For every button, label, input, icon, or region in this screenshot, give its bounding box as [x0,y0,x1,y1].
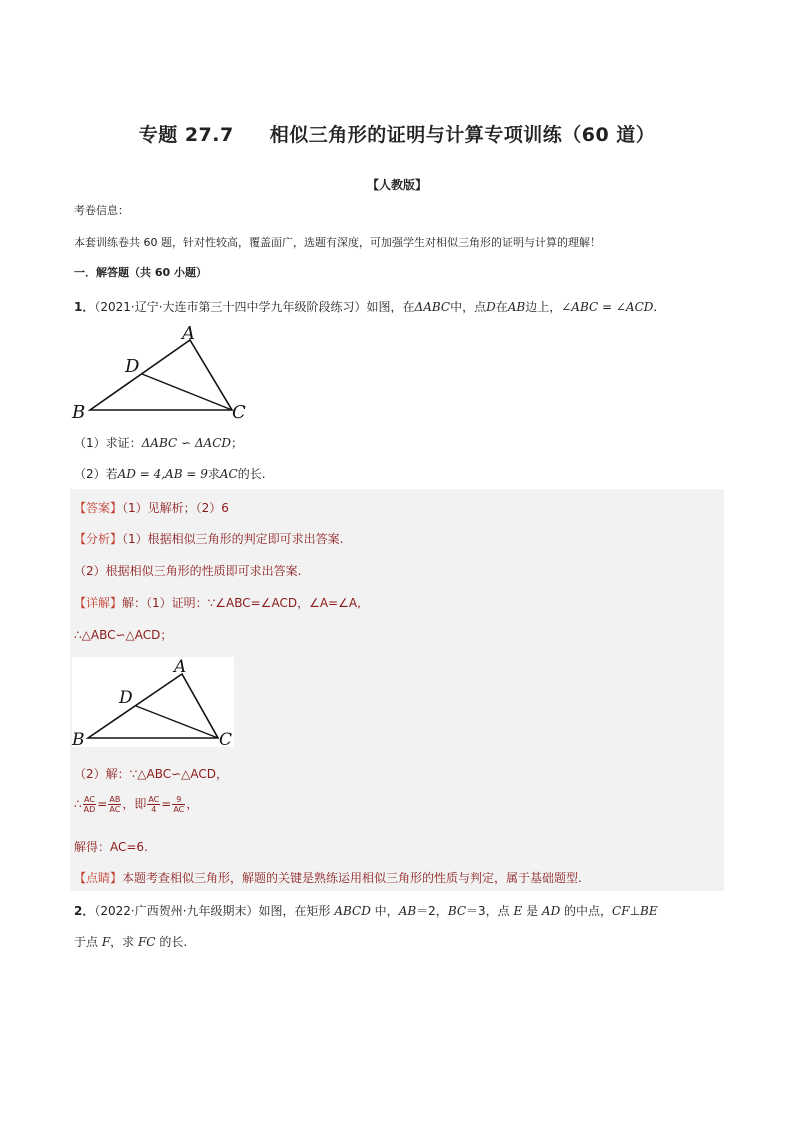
question-1-number: 1． [74,300,95,314]
fraction-ac-4 [147,795,160,814]
exam-info-label: 考卷信息： [74,204,129,217]
segment-cd-2 [136,706,218,738]
answer-text: （1）见解析；（2）6 [122,501,229,515]
ratio-prefix: ∴ [74,797,82,811]
title-main: 相似三角形的证明与计算专项训练（60 道） [269,124,656,146]
q1-part2-suffix: 的长. [237,467,266,481]
frac4-den: AC [173,805,185,814]
frac1-den: AD [83,805,96,814]
label-c: C [232,402,246,423]
q1-part-2 [74,465,266,482]
q1-segment-ab: AB [507,300,526,314]
q2-line2-c: 的长. [155,935,188,949]
title-prefix: 专题 27.7 [138,124,234,146]
q1-point-d: D [486,300,496,314]
q2-rect: ABCD [334,904,371,918]
q1-text-2: 在 [495,300,508,314]
detail-tag: 【详解】 [74,596,123,610]
ratio-end: ， [186,797,199,811]
q1-period: . [653,300,658,314]
q1-triangle-abc: ΔABC [414,300,451,314]
q2-ad: AD [541,904,561,918]
q1-text-1: 中，点 [450,300,487,314]
q2-e: E [513,904,523,918]
detail-conclusion: ∴△ABC∽△ACD； [74,628,173,642]
q2-bc: BC [447,904,467,918]
ratio-line: ∴ $\frac{AC}{AD}$ = $\frac{AB}{AC}$ ，即 $\frac{AC}{4}$ = $\frac{9}{AC}$ ， [74,795,199,814]
frac4-num: 9 [172,795,185,805]
question-1-source: （2021·辽宁·大连市第三十四中学九年级阶段练习）如图，在 [94,300,415,314]
triangle-abc-shape [90,340,232,410]
label-a-2: A [174,657,187,677]
q2-cf: CF [612,904,630,918]
triangle-abc-shape-2 [88,674,218,738]
result-line: 解得：AC=6. [74,840,148,854]
label-b: B [72,402,86,423]
q2-text-f: 的中点， [560,904,613,918]
label-a: A [182,323,195,344]
segment-cd [142,374,232,410]
label-d: D [125,356,140,377]
analysis-tag: 【分析】 [74,532,123,546]
analysis-line [74,530,343,547]
q2-line2-a: 于点 [74,935,102,949]
fraction-9-ac [172,795,185,814]
frac3-den: 4 [151,805,157,814]
q2-text-d: ＝3，点 [466,904,514,918]
comment-text: 本题考查相似三角形，解题的关键是熟练运用相似三角形的性质与判定，属于基础题型. [122,871,582,885]
q2-fc: FC [137,935,156,949]
q2-ab: AB [398,904,417,918]
frac2-den: AC [109,805,121,814]
q2-perp: ⊥ [629,904,640,918]
analysis-line-2: （2）根据相似三角形的性质即可求出答案. [74,564,302,578]
page-title [0,120,794,147]
q1-part2-var: AC [219,467,238,481]
edition-label: 【人教版】 [366,178,427,192]
triangle-figure-2 [70,652,240,752]
fraction-ab-ac [108,795,121,814]
q1-part1-math: ΔABC ∽ ΔACD [141,436,232,450]
q1-part1-suffix: ； [231,436,244,450]
frac3-num: AC [148,795,160,804]
step-2-line: （2）解：∵△ABC∽△ACD， [74,767,229,781]
q2-be: BE [640,904,658,918]
comment-line [74,869,582,886]
q2-text-c: ＝2， [416,904,448,918]
detail-line [74,594,361,611]
question-2-stem [74,902,658,919]
question-2-line-2 [74,933,187,950]
question-1-stem [74,298,657,315]
section-heading: 一．解答题（共 60 小题） [74,266,207,279]
comment-tag: 【点睛】 [74,871,123,885]
q1-condition: ∠ABC = ∠ACD [561,300,654,314]
question-2-number: 2． [74,904,95,918]
label-c-2: C [219,730,233,750]
fraction-ac-ad [83,795,97,814]
label-b-2: B [72,730,85,750]
q2-line2-b: ，求 [110,935,138,949]
q2-f: F [101,935,111,949]
detail-text: 解：（1）证明：∵∠ABC=∠ACD，∠A=∠A, [122,596,361,610]
q2-text-b: 中， [370,904,399,918]
answer-line [74,499,229,516]
q1-text-3: 边上， [525,300,562,314]
ratio-mid: ，即 [122,797,147,811]
frac2-num: AB [109,795,121,804]
q1-part2-prefix: （2）若 [74,467,118,481]
q1-part1-prefix: （1）求证： [74,436,142,450]
q2-text-e: 是 [522,904,542,918]
analysis-text: （1）根据相似三角形的判定即可求出答案. [122,532,344,546]
answer-tag: 【答案】 [74,501,123,515]
exam-description: 本套训练卷共 60 题，针对性较高，覆盖面广，选题有深度，可加强学生对相似三角形的证明与计算的理解！ [74,236,601,249]
frac1-num: AC [84,795,95,804]
q1-part2-mid: 求 [207,467,220,481]
triangle-figure-1 [70,318,250,426]
label-d-2: D [119,688,133,708]
q2-text-a: （2022·广西贺州·九年级期末）如图，在矩形 [94,904,335,918]
q1-part2-math: AD = 4,AB = 9 [117,467,208,481]
q1-part-1 [74,434,243,451]
